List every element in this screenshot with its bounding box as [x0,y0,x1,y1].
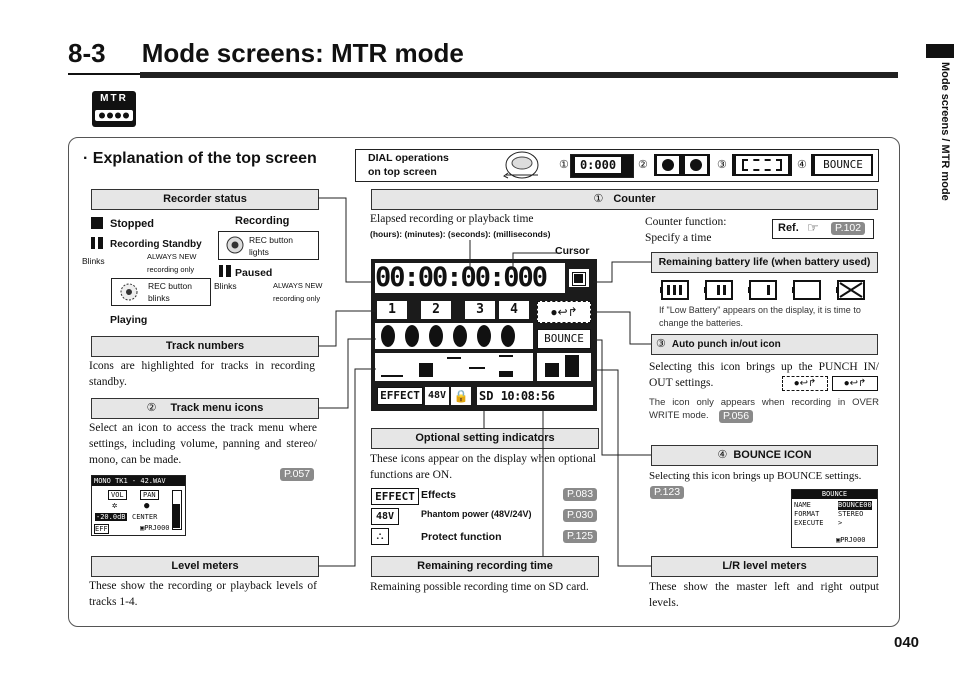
stopped-label: Stopped [110,218,154,230]
battery-note: If "Low Battery" appears on the display, it is time to change the batteries. [659,305,861,328]
tracks-icon [92,107,136,125]
standby-recording-only: recording only [147,265,195,274]
track-menu-text: Select an icon to access the track menu where settings, including volume, panning and stereo/ mono, can be made. [89,422,317,466]
standby-label: Recording Standby [110,239,202,250]
recording-label: Recording [235,215,290,227]
bounce-header: ④ BOUNCE ICON [651,445,878,466]
side-tab-block [926,44,954,58]
bounce-screenshot: BOUNCE NAME BOUNCE00 FORMAT STEREO EXECUTE > ▣PRJ000 [791,489,878,548]
dial-counter-mini: 0:000 [570,154,634,178]
lr-meters-text: These show the master left and right output levels. [649,581,879,609]
lcd-track-4: 4 [499,301,529,319]
lcd-counter-value: 00:00:00:000 [375,262,547,293]
dial-knobs-mini [654,154,710,176]
effects-icon: EFFECT [371,488,419,505]
lcd-lr-meters [537,353,591,381]
standby-icon [91,237,103,249]
lcd-bounce-icon: BOUNCE [537,329,591,349]
track-menu-ref[interactable]: P.057 [280,468,314,481]
rec-button-blinks-text: REC button blinks [148,281,192,303]
elapsed-format: (hours): (minutes): (seconds): (milliseconds) [370,229,551,239]
section-title: · Explanation of the top screen [83,150,317,167]
recording-info-box [218,231,319,260]
effects-label: Effects [421,489,457,501]
standby-blinks: Blinks [82,256,105,266]
pointing-hand-icon: ☞ [807,220,819,235]
dial-punch-mini [732,154,792,176]
punch-ref[interactable]: P.056 [719,410,753,423]
protect-ref[interactable]: P.125 [563,530,597,543]
rec-button-lights-text: REC button lights [249,235,293,257]
dial-operations-bar [355,149,879,182]
lcd-punch-icon: ●↩↱ [537,301,591,323]
level-meters-header: Level meters [91,556,319,577]
lr-meters-header: L/R level meters [651,556,878,577]
dial-num-4: ④ [797,159,807,171]
page-title: 8-3 Mode screens: MTR mode [68,38,464,68]
lcd-track-1: 1 [377,301,407,319]
phantom-icon: 48V [371,508,399,525]
elapsed-text: Elapsed recording or playback time [370,213,534,225]
dial-label-1: DIAL operations [368,152,449,164]
rec-button-icon [225,235,245,255]
dial-icon [502,149,542,181]
track-menu-header: ② Track menu icons [91,398,319,419]
optional-text: These icons appear on the display when optional functions are ON. [370,453,596,481]
stopped-icon [91,217,103,229]
dial-num-3: ③ [717,159,727,171]
punch-icon-a: ●↩↱ [782,376,828,391]
dial-num-1: ① [559,159,569,171]
paused-blinks: Blinks [214,281,237,291]
lcd-knobs [375,323,533,349]
lcd-track-3: 3 [465,301,495,319]
effects-ref[interactable]: P.083 [563,488,597,501]
dial-num-2: ② [638,159,648,171]
mini-gear-icon: ✲ [112,501,118,511]
lcd-track-meters [375,353,533,381]
lcd-battery-icon [569,269,589,287]
protect-icon: ⛬ [371,528,389,545]
protect-label: Protect function [421,531,502,543]
lcd-track-2: 2 [421,301,451,319]
level-meters-text: These show the recording or playback levels of tracks 1-4. [89,580,317,608]
lcd-48v-icon: 48V [425,387,449,405]
paused-always-new: ALWAYS NEW [273,281,323,290]
playing-label: Playing [110,314,148,326]
punch-note: The icon only appears when recording in OVER WRITE mode. [649,397,879,421]
punch-header: ③ Auto punch in/out icon [651,334,878,355]
title-rule-thick [140,72,898,78]
track-numbers-text: Icons are highlighted for tracks in recording standby. [89,360,315,388]
punch-icon-b: ●↩↱ [832,376,878,391]
bounce-text: Selecting this icon brings up BOUNCE settings. [649,470,862,482]
counter-function-2: Specify a time [645,232,712,244]
lcd-remaining-time: SD 10:08:56 [477,387,593,405]
mini-knob-icon: ● [144,501,150,511]
phantom-ref[interactable]: P.030 [563,509,597,522]
playing-info-box [111,278,211,306]
lcd-counter [375,263,565,293]
lcd-display [371,259,597,411]
paused-label: Paused [235,267,273,279]
standby-always-new: ALWAYS NEW [147,252,197,261]
paused-icon [219,265,231,277]
bounce-ref[interactable]: P.123 [650,486,684,499]
cursor-label: Cursor [555,245,590,257]
side-tab-label: Mode screens / MTR mode [939,62,951,201]
optional-header: Optional setting indicators [371,428,599,449]
remaining-time-header: Remaining recording time [371,556,599,577]
paused-recording-only: recording only [273,294,321,303]
punch-text: Selecting this icon brings up the PUNCH IN/ OUT settings. [649,361,879,389]
dial-bounce-mini: BOUNCE [811,154,873,176]
counter-ref-box: Ref. ☞ P.102 [772,219,874,239]
lcd-effect-icon: EFFECT [377,387,423,405]
lcd-protect-icon: 🔒 [451,387,471,405]
track-menu-screenshot: MONO TK1 - 42.WAV VOL PAN ✲ ● -20.0dB CENTER EFF ▣PRJ000 [91,475,186,536]
track-numbers-header: Track numbers [91,336,319,357]
battery-icons [660,279,880,303]
rec-button-blink-icon [118,281,140,303]
dial-label-2: on top screen [368,166,437,178]
mtr-mode-badge [92,91,136,127]
counter-function-1: Counter function: [645,216,727,228]
remaining-time-text: Remaining possible recording time on SD card. [370,581,589,593]
page-number: 040 [894,634,920,651]
mtr-badge-label: MTR [100,93,128,104]
counter-ref[interactable]: P.102 [831,222,865,235]
recorder-status-header: Recorder status [91,189,319,210]
battery-header: Remaining battery life (when battery used) [651,252,878,273]
phantom-label: Phantom power (48V/24V) [421,509,532,519]
counter-header: ① Counter [371,189,878,210]
